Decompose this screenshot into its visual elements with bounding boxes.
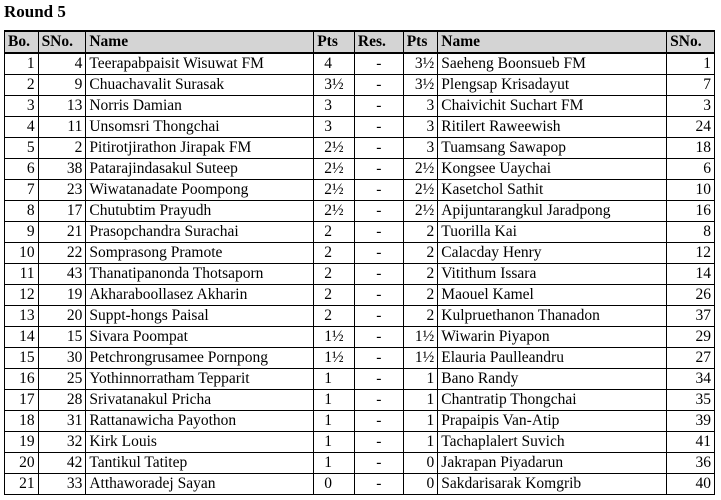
black-seed-number-cell: 24 [667, 117, 715, 138]
black-seed-number-cell: 40 [667, 474, 715, 495]
result-cell: - [354, 327, 403, 348]
table-header-row [5, 31, 715, 53]
board-number-cell: 7 [5, 180, 39, 201]
black-player-name-cell: Wiwarin Piyapon [438, 327, 667, 348]
white-points-cell: 2½ [314, 138, 355, 159]
round-title: Round 5 [4, 2, 66, 21]
result-cell: - [354, 453, 403, 474]
table-row [5, 180, 715, 201]
white-player-name-cell: Norris Damian [86, 96, 314, 117]
white-seed-number-cell: 43 [38, 264, 86, 285]
black-points-cell: 1 [403, 411, 438, 432]
table-row [5, 285, 715, 306]
white-player-name-cell: Thanatipanonda Thotsaporn [86, 264, 314, 285]
white-seed-number-cell: 2 [38, 138, 86, 159]
black-player-name-cell: Plengsap Krisadayut [438, 75, 667, 96]
black-seed-number-cell: 14 [667, 264, 715, 285]
white-seed-number-cell: 25 [38, 369, 86, 390]
result-cell: - [354, 138, 403, 159]
white-seed-number-cell: 32 [38, 432, 86, 453]
board-number-cell: 20 [5, 453, 39, 474]
header-sno-white: SNo. [38, 31, 86, 53]
white-player-name-cell: Tantikul Tatitep [86, 453, 314, 474]
black-seed-number-cell: 41 [667, 432, 715, 453]
black-player-name-cell: Saeheng Boonsueb FM [438, 53, 667, 75]
pairings-table [4, 30, 715, 495]
black-seed-number-cell: 35 [667, 390, 715, 411]
white-seed-number-cell: 4 [38, 53, 86, 75]
header-board: Bo. [5, 31, 39, 53]
result-cell: - [354, 222, 403, 243]
board-number-cell: 13 [5, 306, 39, 327]
result-cell: - [354, 369, 403, 390]
result-cell: - [354, 159, 403, 180]
black-seed-number-cell: 3 [667, 96, 715, 117]
white-seed-number-cell: 28 [38, 390, 86, 411]
white-seed-number-cell: 13 [38, 96, 86, 117]
table-row [5, 432, 715, 453]
black-player-name-cell: Tachaplalert Suvich [438, 432, 667, 453]
result-cell: - [354, 285, 403, 306]
table-row [5, 75, 715, 96]
black-points-cell: 2½ [403, 180, 438, 201]
header-name-black: Name [438, 31, 667, 53]
white-points-cell: 2½ [314, 180, 355, 201]
white-points-cell: 2 [314, 264, 355, 285]
board-number-cell: 18 [5, 411, 39, 432]
black-player-name-cell: Sakdarisarak Komgrib [438, 474, 667, 495]
result-cell: - [354, 390, 403, 411]
black-points-cell: 0 [403, 474, 438, 495]
black-points-cell: 1 [403, 432, 438, 453]
white-seed-number-cell: 9 [38, 75, 86, 96]
white-seed-number-cell: 21 [38, 222, 86, 243]
black-player-name-cell: Kasetchol Sathit [438, 180, 667, 201]
black-player-name-cell: Elauria Paulleandru [438, 348, 667, 369]
white-points-cell: 1 [314, 390, 355, 411]
result-cell: - [354, 411, 403, 432]
table-row [5, 138, 715, 159]
black-points-cell: 2 [403, 285, 438, 306]
black-seed-number-cell: 6 [667, 159, 715, 180]
black-player-name-cell: Apijuntarangkul Jaradpong [438, 201, 667, 222]
black-points-cell: 2 [403, 222, 438, 243]
black-seed-number-cell: 12 [667, 243, 715, 264]
white-points-cell: 3½ [314, 75, 355, 96]
board-number-cell: 2 [5, 75, 39, 96]
result-cell: - [354, 117, 403, 138]
black-points-cell: 0 [403, 453, 438, 474]
header-pts-white: Pts [314, 31, 355, 53]
white-seed-number-cell: 11 [38, 117, 86, 138]
board-number-cell: 4 [5, 117, 39, 138]
black-player-name-cell: Bano Randy [438, 369, 667, 390]
white-points-cell: 2 [314, 306, 355, 327]
white-points-cell: 3 [314, 117, 355, 138]
board-number-cell: 1 [5, 53, 39, 75]
black-seed-number-cell: 7 [667, 75, 715, 96]
result-cell: - [354, 243, 403, 264]
black-seed-number-cell: 36 [667, 453, 715, 474]
black-player-name-cell: Chantratip Thongchai [438, 390, 667, 411]
table-row [5, 369, 715, 390]
black-seed-number-cell: 29 [667, 327, 715, 348]
result-cell: - [354, 432, 403, 453]
white-player-name-cell: Wiwatanadate Poompong [86, 180, 314, 201]
board-number-cell: 14 [5, 327, 39, 348]
black-points-cell: 3½ [403, 75, 438, 96]
table-row [5, 243, 715, 264]
white-player-name-cell: Rattanawicha Payothon [86, 411, 314, 432]
board-number-cell: 6 [5, 159, 39, 180]
result-cell: - [354, 264, 403, 285]
white-points-cell: 1½ [314, 327, 355, 348]
header-pts-black: Pts [403, 31, 438, 53]
white-seed-number-cell: 23 [38, 180, 86, 201]
white-points-cell: 3 [314, 96, 355, 117]
black-player-name-cell: Vitithum Issara [438, 264, 667, 285]
white-points-cell: 1½ [314, 348, 355, 369]
board-number-cell: 19 [5, 432, 39, 453]
pairings-body [5, 53, 715, 495]
black-points-cell: 2½ [403, 159, 438, 180]
board-number-cell: 15 [5, 348, 39, 369]
white-player-name-cell: Chutubtim Prayudh [86, 201, 314, 222]
white-seed-number-cell: 20 [38, 306, 86, 327]
white-player-name-cell: Atthaworadej Sayan [86, 474, 314, 495]
table-row [5, 474, 715, 495]
table-row [5, 201, 715, 222]
white-points-cell: 2 [314, 285, 355, 306]
black-player-name-cell: Chaivichit Suchart FM [438, 96, 667, 117]
result-cell: - [354, 348, 403, 369]
board-number-cell: 8 [5, 201, 39, 222]
board-number-cell: 9 [5, 222, 39, 243]
table-row [5, 222, 715, 243]
table-row [5, 306, 715, 327]
white-points-cell: 1 [314, 369, 355, 390]
white-points-cell: 2½ [314, 159, 355, 180]
black-seed-number-cell: 10 [667, 180, 715, 201]
result-cell: - [354, 53, 403, 75]
black-points-cell: 3 [403, 117, 438, 138]
black-points-cell: 1 [403, 369, 438, 390]
white-seed-number-cell: 22 [38, 243, 86, 264]
table-row [5, 159, 715, 180]
table-row [5, 117, 715, 138]
black-points-cell: 2½ [403, 201, 438, 222]
white-player-name-cell: Prasopchandra Surachai [86, 222, 314, 243]
black-player-name-cell: Calacday Henry [438, 243, 667, 264]
table-row [5, 390, 715, 411]
black-points-cell: 1½ [403, 348, 438, 369]
white-seed-number-cell: 19 [38, 285, 86, 306]
black-player-name-cell: Jakrapan Piyadarun [438, 453, 667, 474]
white-player-name-cell: Kirk Louis [86, 432, 314, 453]
white-points-cell: 0 [314, 474, 355, 495]
board-number-cell: 5 [5, 138, 39, 159]
black-player-name-cell: Maouel Kamel [438, 285, 667, 306]
white-player-name-cell: Unsomsri Thongchai [86, 117, 314, 138]
white-seed-number-cell: 42 [38, 453, 86, 474]
black-points-cell: 1 [403, 390, 438, 411]
board-number-cell: 10 [5, 243, 39, 264]
table-row [5, 411, 715, 432]
white-points-cell: 1 [314, 411, 355, 432]
white-points-cell: 2½ [314, 201, 355, 222]
board-number-cell: 21 [5, 474, 39, 495]
table-row [5, 327, 715, 348]
result-cell: - [354, 306, 403, 327]
white-seed-number-cell: 30 [38, 348, 86, 369]
result-cell: - [354, 96, 403, 117]
header-name-white: Name [86, 31, 314, 53]
board-number-cell: 17 [5, 390, 39, 411]
black-points-cell: 3½ [403, 53, 438, 75]
white-seed-number-cell: 17 [38, 201, 86, 222]
white-seed-number-cell: 38 [38, 159, 86, 180]
result-cell: - [354, 474, 403, 495]
black-seed-number-cell: 18 [667, 138, 715, 159]
table-row [5, 453, 715, 474]
black-points-cell: 2 [403, 243, 438, 264]
board-number-cell: 16 [5, 369, 39, 390]
black-seed-number-cell: 26 [667, 285, 715, 306]
black-player-name-cell: Tuamsang Sawapop [438, 138, 667, 159]
table-row [5, 53, 715, 75]
black-player-name-cell: Prapaipis Van-Atip [438, 411, 667, 432]
black-seed-number-cell: 1 [667, 53, 715, 75]
white-player-name-cell: Teerapabpaisit Wisuwat FM [86, 53, 314, 75]
black-seed-number-cell: 27 [667, 348, 715, 369]
table-row [5, 264, 715, 285]
white-player-name-cell: Somprasong Pramote [86, 243, 314, 264]
result-cell: - [354, 75, 403, 96]
white-points-cell: 1 [314, 453, 355, 474]
white-seed-number-cell: 31 [38, 411, 86, 432]
black-seed-number-cell: 34 [667, 369, 715, 390]
white-points-cell: 1 [314, 432, 355, 453]
black-player-name-cell: Kulpruethanon Thanadon [438, 306, 667, 327]
board-number-cell: 11 [5, 264, 39, 285]
header-result: Res. [354, 31, 403, 53]
black-points-cell: 2 [403, 306, 438, 327]
white-player-name-cell: Suppt-hongs Paisal [86, 306, 314, 327]
black-seed-number-cell: 8 [667, 222, 715, 243]
white-player-name-cell: Akharaboollasez Akharin [86, 285, 314, 306]
header-sno-black: SNo. [667, 31, 715, 53]
black-seed-number-cell: 16 [667, 201, 715, 222]
white-seed-number-cell: 15 [38, 327, 86, 348]
white-points-cell: 2 [314, 243, 355, 264]
board-number-cell: 12 [5, 285, 39, 306]
black-points-cell: 2 [403, 264, 438, 285]
black-seed-number-cell: 39 [667, 411, 715, 432]
black-player-name-cell: Kongsee Uaychai [438, 159, 667, 180]
white-player-name-cell: Sivara Poompat [86, 327, 314, 348]
white-seed-number-cell: 33 [38, 474, 86, 495]
black-points-cell: 1½ [403, 327, 438, 348]
black-player-name-cell: Tuorilla Kai [438, 222, 667, 243]
white-player-name-cell: Srivatanakul Pricha [86, 390, 314, 411]
white-player-name-cell: Yothinnorratham Tepparit [86, 369, 314, 390]
white-points-cell: 4 [314, 53, 355, 75]
table-row [5, 96, 715, 117]
black-points-cell: 3 [403, 138, 438, 159]
white-player-name-cell: Petchrongrusamee Pornpong [86, 348, 314, 369]
white-player-name-cell: Pitirotjirathon Jirapak FM [86, 138, 314, 159]
white-player-name-cell: Chuachavalit Surasak [86, 75, 314, 96]
result-cell: - [354, 201, 403, 222]
result-cell: - [354, 180, 403, 201]
board-number-cell: 3 [5, 96, 39, 117]
white-points-cell: 2 [314, 222, 355, 243]
table-row [5, 348, 715, 369]
black-player-name-cell: Ritilert Raweewish [438, 117, 667, 138]
black-points-cell: 3 [403, 96, 438, 117]
white-player-name-cell: Patarajindasakul Suteep [86, 159, 314, 180]
black-seed-number-cell: 37 [667, 306, 715, 327]
